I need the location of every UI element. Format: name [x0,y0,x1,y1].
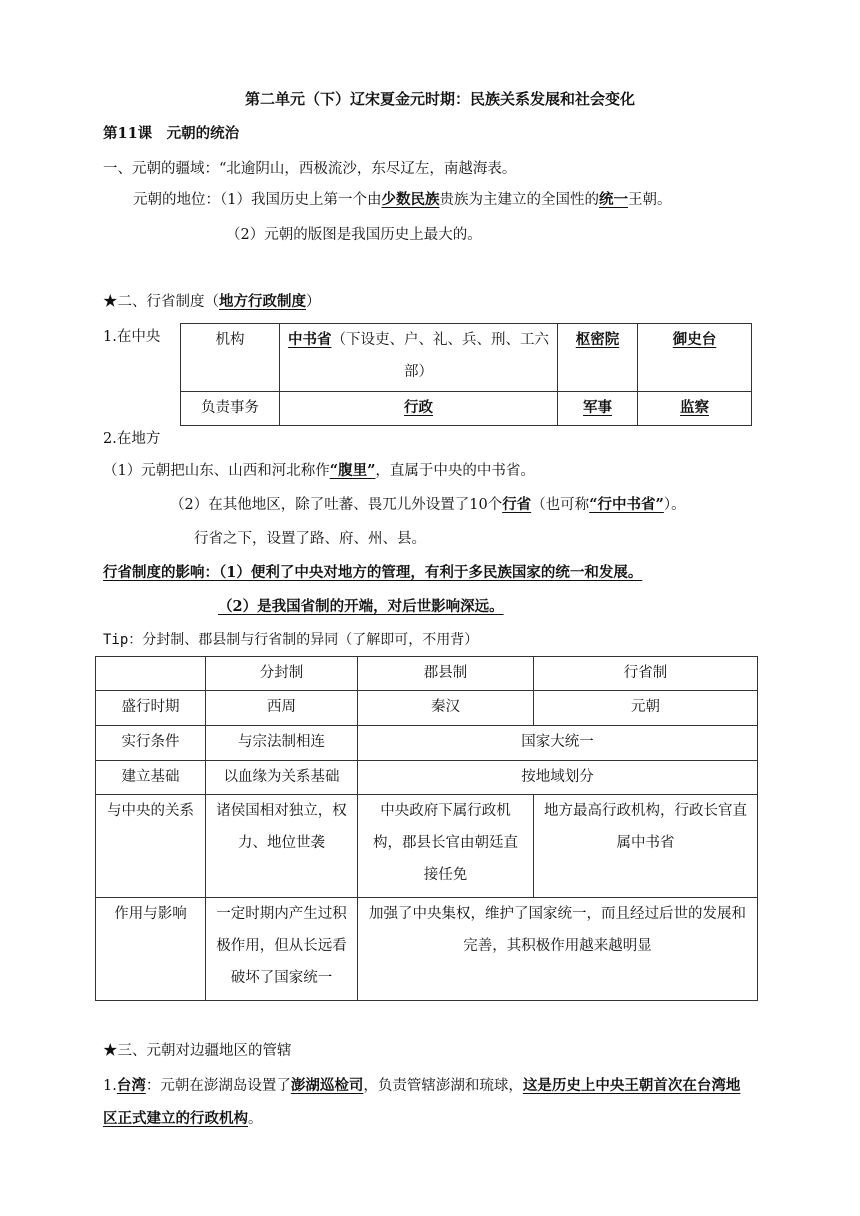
compare-cell: 与宗法制相连 [206,726,358,761]
compare-cell: 秦汉 [358,691,534,726]
local-line-2-c: ）。 [663,497,686,513]
local-line-1-a: （1）元朝把山东、山西和河北称作 [103,463,330,479]
taiwan-text-a: ：元朝在澎湖岛设置了 [145,1078,291,1094]
local-line-1 [103,461,535,481]
keyword-xingzhongshusheng: “行中书省” [589,496,664,513]
compare-cell: 西周 [206,691,358,726]
impact-line-2: （2）是我国省制的开端，对后世影响深远。 [218,598,504,615]
compare-cell: 地方最高行政机构，行政长官直属中书省 [534,795,758,898]
central-cell-admin: 行政 [280,392,558,426]
local-line-3: 行省之下，设置了路、府、州、县。 [194,531,426,547]
section3-heading: ★三、元朝对边疆地区的管辖 [103,1043,292,1059]
taiwan-text-c: 。 [248,1111,263,1127]
compare-row-label: 作用与影响 [96,898,206,1001]
compare-header-empty [96,657,206,691]
section2-heading [103,292,321,312]
zhongshu-detail: （下设吏、户、礼、兵、刑、工六部） [331,332,549,380]
status-line-2: （2）元朝的版图是我国历史上最大的。 [226,227,482,243]
central-cell-supervision: 监察 [638,392,752,426]
keyword-fuli: “腹里” [329,462,376,479]
central-cell-zhongshu [280,324,558,392]
compare-row-label: 建立基础 [96,761,206,795]
keyword-zhongshu: 中书省 [288,331,332,348]
central-cell-label-2: 负责事务 [181,392,280,426]
keyword-unified: 统一 [598,191,628,208]
central-cell-label-1: 机构 [181,324,280,392]
compare-cell: 一定时期内产生过积极作用，但从长远看破坏了国家统一 [206,898,358,1001]
unit-title: 第二单元（下）辽宋夏金元时期：民族关系发展和社会变化 [245,90,636,108]
taiwan-prefix: 1. [103,1078,117,1094]
keyword-taiwan: 台湾 [116,1077,146,1094]
compare-header-xingsheng: 行省制 [534,657,758,691]
section2-heading-a: ★二、行省制度（ [103,294,219,310]
status-label: 元朝的地位： [133,192,220,208]
central-cell-shumi: 枢密院 [558,324,638,392]
central-label: 1.在中央 [103,329,161,345]
status-text-a: （1）我国历史上第一个由 [220,192,382,208]
compare-row-label: 盛行时期 [96,691,206,726]
impact-line-1: 行省制度的影响：（1）便利了中央对地方的管理，有利于多民族国家的统一和发展。 [103,564,643,581]
taiwan-key-sentence-b: 区正式建立的行政机构 [103,1110,248,1127]
lesson-title: 第11课 元朝的统治 [103,125,240,142]
status-text-b: 贵族为主建立的全国性的 [439,192,599,208]
compare-cell: 诸侯国相对独立，权力、地位世袭 [206,795,358,898]
keyword-penghu-xunjiansi: 澎湖巡检司 [290,1077,364,1094]
territory-line: 一、元朝的疆域：“北逾阴山，西极流沙，东尽辽左，南越海表。 [103,161,517,177]
status-text-c: 王朝。 [627,192,672,208]
local-line-2 [170,495,686,515]
taiwan-text-b: ，负责管辖澎湖和琉球， [363,1078,523,1094]
central-table [180,323,752,426]
local-line-2-b: （也可称 [531,497,590,513]
compare-cell: 元朝 [534,691,758,726]
compare-row-label: 与中央的关系 [96,795,206,898]
tip-line: Tip：分封制、郡县制与行省制的异同（了解即可，不用背） [103,632,479,648]
status-line-1 [133,190,671,210]
section2-heading-b: ） [306,294,321,310]
keyword-minority: 少数民族 [381,191,440,208]
taiwan-line-2 [103,1109,263,1129]
taiwan-line-1 [103,1076,740,1096]
compare-cell: 以血缘为关系基础 [206,761,358,795]
local-line-1-b: ，直属于中央的中书省。 [375,463,535,479]
central-cell-yushi: 御史台 [638,324,752,392]
compare-header-junxian: 郡县制 [358,657,534,691]
local-label: 2.在地方 [103,431,161,447]
keyword-xingsheng: 行省 [502,496,532,513]
local-line-2-a: （2）在其他地区，除了吐蕃、畏兀儿外设置了10个 [170,497,503,513]
compare-header-fenfeng: 分封制 [206,657,358,691]
compare-cell-merged: 国家大统一 [358,726,758,761]
compare-table [95,656,758,1001]
compare-row-label: 实行条件 [96,726,206,761]
compare-cell-merged: 加强了中央集权，维护了国家统一，而且经过后世的发展和完善，其积极作用越来越明显 [358,898,758,1001]
section2-keyword: 地方行政制度 [219,293,306,310]
compare-cell: 中央政府下属行政机构，郡县长官由朝廷直接任免 [358,795,534,898]
central-cell-military: 军事 [558,392,638,426]
compare-cell-merged: 按地域划分 [358,761,758,795]
taiwan-key-sentence-a: 这是历史上中央王朝首次在台湾地 [522,1077,741,1094]
